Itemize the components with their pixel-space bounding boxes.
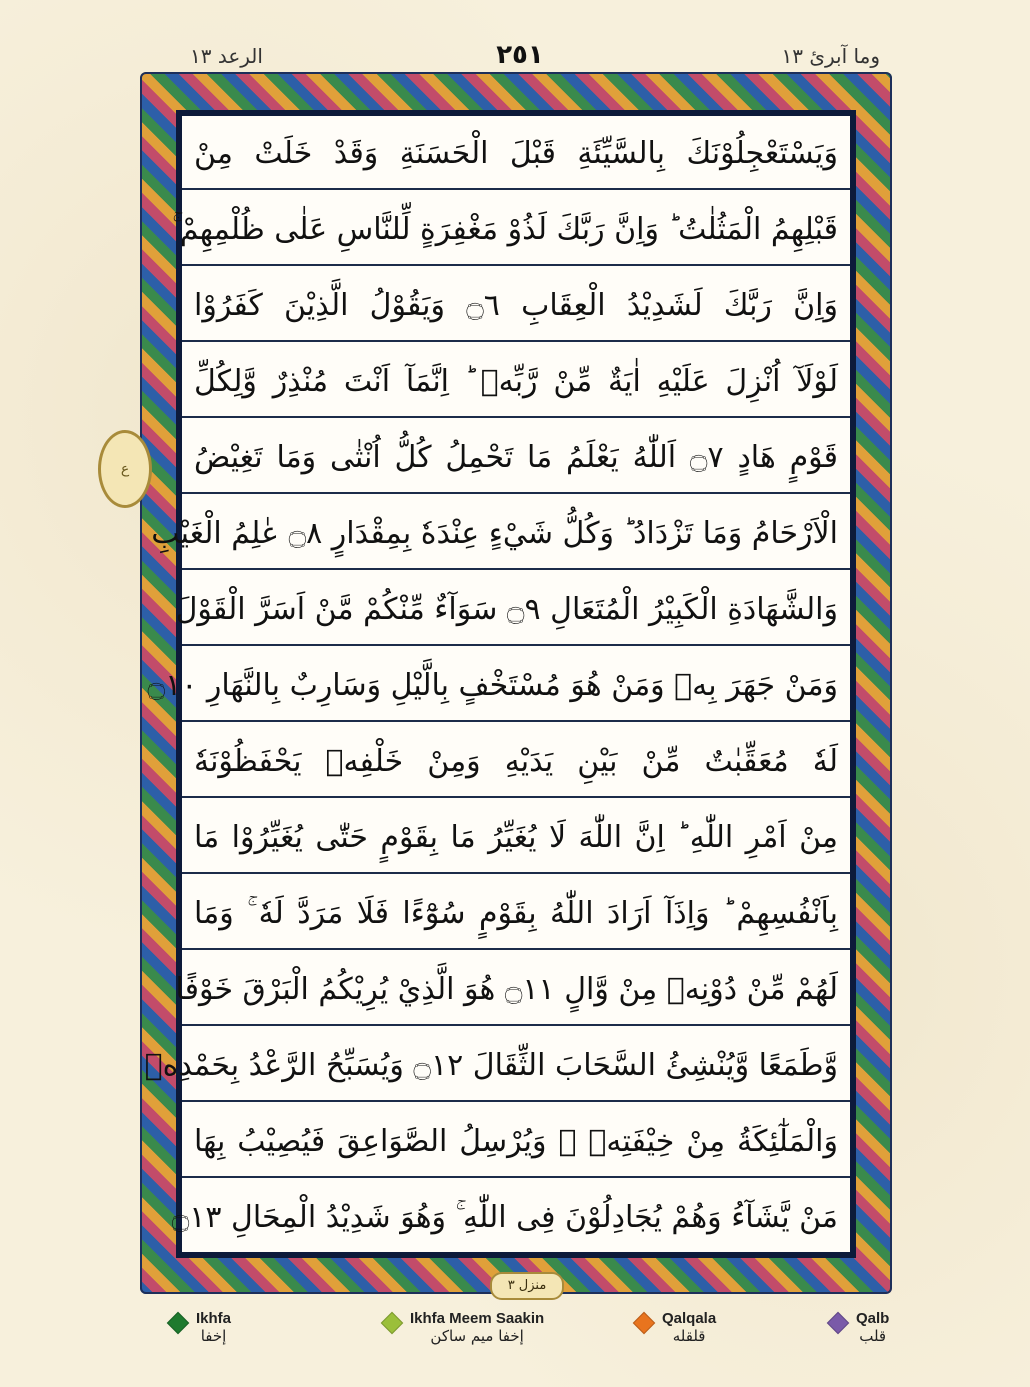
quran-text-panel	[144, 116, 850, 1252]
legend-item-ikhfa-meem-saakin	[384, 1310, 544, 1345]
ruku-marker-icon	[98, 430, 152, 508]
legend-label-en: Ikhfa Meem Saakin	[410, 1310, 545, 1327]
surah-name-header: الرعد ١٣	[190, 44, 263, 68]
verse-line-8: وَمَنْ جَهَرَ بِهٖ وَمَنْ هُوَ مُسْتَخْفٍ بِالَّيْلِ وَسَارِبٌ بِالنَّهَارِ ۝١٠	[182, 648, 850, 722]
juz-name-header: وما آبرئ ١٣	[781, 44, 880, 68]
legend-label-ur: قلقله	[672, 1327, 706, 1345]
verse-line-6: الْاَرْحَامُ وَمَا تَزْدَادُ ؕ وَكُلُّ شَيْءٍ عِنْدَهٗ بِمِقْدَارٍ ۝٨ عٰلِمُ الْغَيْبِ	[182, 496, 850, 570]
legend-item-qalqala	[636, 1310, 716, 1345]
verse-line-15: مَنْ يَّشَآءُ وَهُمْ يُجَادِلُوْنَ فِى اللّٰهِ ۚ وَهُوَ شَدِيْدُ الْمِحَالِ ۝١٣	[171, 1200, 838, 1235]
legend-label-en: Qalb	[856, 1310, 890, 1327]
verse-line-5: قَوْمٍ هَادٍ ۝٧ اَللّٰهُ يَعْلَمُ مَا تَحْمِلُ كُلُّ اُنْثٰى وَمَا تَغِيْضُ	[182, 420, 850, 494]
ikhfa-meem-saakin-color-icon	[381, 1312, 404, 1335]
verse-line-4: لَوْلَآ اُنْزِلَ عَلَيْهِ اٰيَةٌ مِّنْ رَّبِّهٖ ؕ اِنَّمَآ اَنْتَ مُنْذِرٌ وَّلِكُلِّ	[182, 344, 850, 418]
ruku-marker-label: ع	[120, 461, 130, 477]
legend-item-ikhfa	[170, 1310, 231, 1345]
legend-label-ur: إخفا ميم ساكن	[430, 1327, 524, 1345]
verse-line-11: بِاَنْفُسِهِمْ ؕ وَاِذَآ اَرَادَ اللّٰهُ بِقَوْمٍ سُوْٓءًا فَلَا مَرَدَّ لَهٗ ۚ وَمَا	[182, 876, 850, 950]
qalqala-color-icon	[633, 1312, 656, 1335]
verse-line-9: لَهٗ مُعَقِّبٰتٌ مِّنْ بَيْنِ يَدَيْهِ وَمِنْ خَلْفِهٖ يَحْفَظُوْنَهٗ	[182, 724, 850, 798]
ikhfa-color-icon	[167, 1312, 190, 1335]
legend-item-qalb	[830, 1310, 889, 1345]
verse-line-2: قَبْلِهِمُ الْمَثُلٰتُ ؕ وَاِنَّ رَبَّكَ لَذُوْ مَغْفِرَةٍ لِّلنَّاسِ عَلٰى ظُلْمِهِمْ ۚ	[182, 192, 850, 266]
legend-label-en: Ikhfa	[196, 1310, 232, 1327]
legend-label-ur: إخفا	[200, 1327, 227, 1345]
verse-line-12: لَهُمْ مِّنْ دُوْنِهٖ مِنْ وَّالٍ ۝١١ هُوَ الَّذِيْ يُرِيْكُمُ الْبَرْقَ خَوْفًا	[182, 952, 850, 1026]
manzil-marker: منزل ٣	[490, 1272, 564, 1300]
verse-line-1: وَيَسْتَعْجِلُوْنَكَ بِالسَّيِّئَةِ قَبْلَ الْحَسَنَةِ وَقَدْ خَلَتْ مِنْ	[182, 116, 850, 190]
qalb-color-icon	[827, 1312, 850, 1335]
verse-line-14: وَالْمَلٰٓئِكَةُ مِنْ خِيْفَتِهٖ ۚ وَيُرْسِلُ الصَّوَاعِقَ فَيُصِيْبُ بِهَا	[182, 1104, 850, 1178]
legend-label-ur: قلب	[859, 1327, 887, 1345]
legend-label-en: Qalqala	[662, 1310, 717, 1327]
verse-line-10: مِنْ اَمْرِ اللّٰهِ ؕ اِنَّ اللّٰهَ لَا يُغَيِّرُ مَا بِقَوْمٍ حَتّٰى يُغَيِّرُوْا مَا	[182, 800, 850, 874]
verse-line-13: وَّطَمَعًا وَّيُنْشِئُ السَّحَابَ الثِّقَالَ ۝١٢ وَيُسَبِّحُ الرَّعْدُ بِحَمْدِهٖ	[182, 1028, 850, 1102]
page-number: ٢٥١	[496, 40, 544, 70]
verse-line-3: وَاِنَّ رَبَّكَ لَشَدِيْدُ الْعِقَابِ ۝٦ وَيَقُوْلُ الَّذِيْنَ كَفَرُوْا	[182, 268, 850, 342]
verse-line-7: وَالشَّهَادَةِ الْكَبِيْرُ الْمُتَعَالِ ۝٩ سَوَآءٌ مِّنْكُمْ مَّنْ اَسَرَّ الْقَوْلَ	[182, 572, 850, 646]
